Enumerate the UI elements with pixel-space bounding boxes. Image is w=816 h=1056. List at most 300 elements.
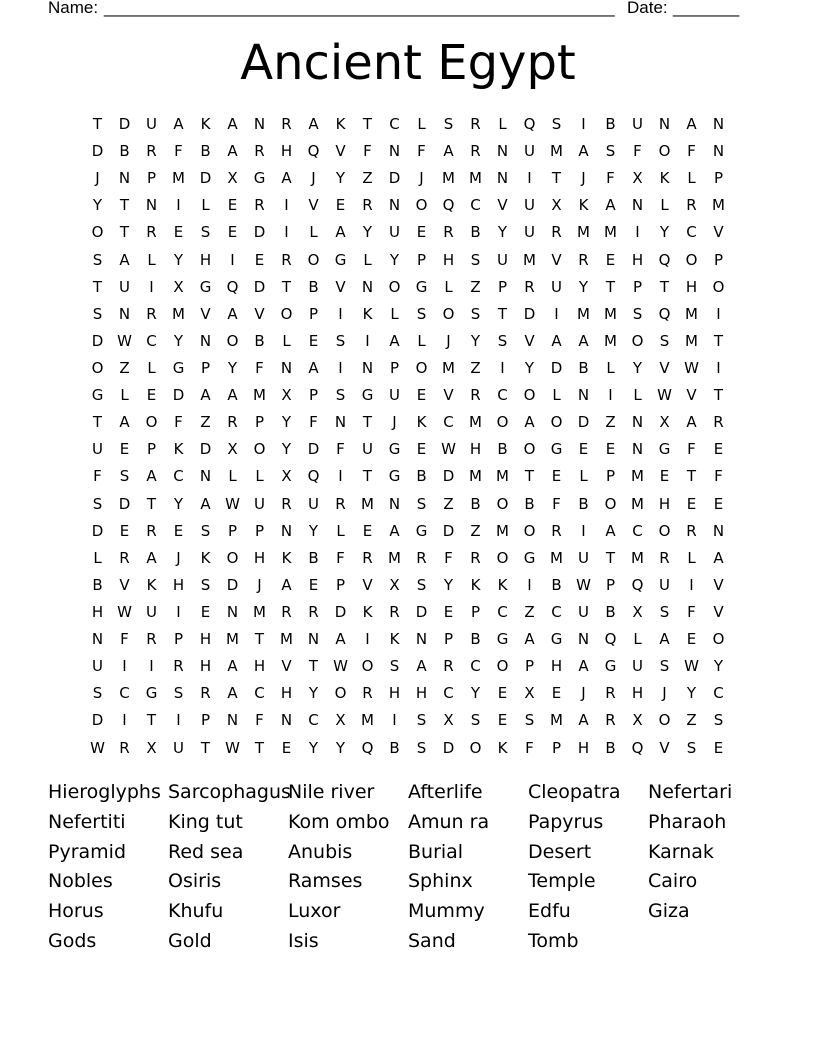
- grid-letter[interactable]: M: [172, 304, 185, 323]
- grid-letter[interactable]: M: [685, 331, 698, 350]
- grid-letter[interactable]: M: [604, 331, 617, 350]
- grid-letter[interactable]: A: [146, 467, 157, 486]
- grid-letter[interactable]: K: [497, 738, 508, 757]
- grid-letter[interactable]: L: [633, 386, 642, 405]
- grid-letter[interactable]: Q: [631, 738, 644, 757]
- grid-letter[interactable]: H: [280, 142, 293, 161]
- grid-letter[interactable]: C: [119, 684, 130, 703]
- grid-letter[interactable]: O: [523, 440, 536, 459]
- grid-letter[interactable]: J: [95, 169, 100, 188]
- grid-letter[interactable]: A: [119, 250, 130, 269]
- grid-letter[interactable]: I: [689, 575, 694, 594]
- grid-letter[interactable]: D: [577, 413, 590, 432]
- grid-letter[interactable]: D: [91, 142, 104, 161]
- grid-letter[interactable]: R: [119, 548, 130, 567]
- grid-letter[interactable]: V: [713, 602, 724, 621]
- grid-letter[interactable]: X: [524, 684, 535, 703]
- grid-letter[interactable]: W: [90, 738, 105, 757]
- grid-letter[interactable]: M: [469, 169, 482, 188]
- grid-letter[interactable]: S: [443, 115, 454, 133]
- grid-letter[interactable]: P: [200, 358, 211, 377]
- grid-letter[interactable]: N: [226, 711, 239, 730]
- grid-letter[interactable]: E: [308, 331, 319, 350]
- grid-letter[interactable]: F: [336, 548, 345, 567]
- grid-letter[interactable]: T: [146, 711, 157, 730]
- grid-letter[interactable]: T: [281, 277, 292, 296]
- grid-letter[interactable]: Z: [605, 413, 616, 432]
- grid-letter[interactable]: V: [335, 142, 346, 161]
- grid-letter[interactable]: S: [335, 386, 346, 405]
- grid-letter[interactable]: P: [605, 467, 616, 486]
- grid-letter[interactable]: N: [280, 521, 293, 540]
- grid-letter[interactable]: S: [173, 684, 184, 703]
- grid-letter[interactable]: W: [684, 657, 699, 676]
- grid-letter[interactable]: Q: [523, 115, 536, 133]
- grid-letter[interactable]: Q: [361, 738, 374, 757]
- grid-letter[interactable]: Y: [173, 250, 184, 269]
- grid-letter[interactable]: L: [93, 548, 102, 567]
- grid-letter[interactable]: I: [176, 196, 181, 215]
- grid-letter[interactable]: O: [91, 358, 104, 377]
- grid-letter[interactable]: I: [149, 657, 154, 676]
- grid-letter[interactable]: N: [307, 630, 320, 649]
- grid-letter[interactable]: V: [281, 657, 292, 676]
- grid-letter[interactable]: S: [632, 304, 643, 323]
- grid-letter[interactable]: E: [416, 386, 427, 405]
- grid-letter[interactable]: E: [146, 386, 157, 405]
- grid-letter[interactable]: C: [497, 386, 508, 405]
- grid-letter[interactable]: Y: [281, 440, 292, 459]
- grid-letter[interactable]: O: [469, 738, 482, 757]
- grid-letter[interactable]: E: [686, 630, 697, 649]
- grid-letter[interactable]: F: [444, 548, 453, 567]
- grid-letter[interactable]: V: [497, 196, 508, 215]
- grid-letter[interactable]: C: [470, 196, 481, 215]
- grid-letter[interactable]: A: [227, 386, 238, 405]
- grid-letter[interactable]: L: [201, 196, 210, 215]
- grid-letter[interactable]: M: [172, 169, 185, 188]
- grid-letter[interactable]: B: [308, 277, 319, 296]
- grid-letter[interactable]: M: [361, 711, 374, 730]
- grid-letter[interactable]: V: [551, 250, 562, 269]
- grid-letter[interactable]: A: [146, 548, 157, 567]
- grid-letter[interactable]: E: [335, 196, 346, 215]
- grid-letter[interactable]: X: [632, 711, 643, 730]
- grid-letter[interactable]: A: [173, 115, 184, 133]
- grid-letter[interactable]: B: [308, 548, 319, 567]
- grid-letter[interactable]: B: [578, 494, 589, 513]
- grid-letter[interactable]: I: [527, 575, 532, 594]
- grid-letter[interactable]: S: [92, 684, 103, 703]
- grid-letter[interactable]: S: [659, 602, 670, 621]
- grid-letter[interactable]: T: [92, 115, 103, 133]
- grid-letter[interactable]: A: [119, 413, 130, 432]
- grid-letter[interactable]: P: [551, 738, 562, 757]
- grid-letter[interactable]: E: [227, 196, 238, 215]
- grid-letter[interactable]: D: [118, 115, 131, 133]
- grid-letter[interactable]: A: [416, 657, 427, 676]
- date-blank-line[interactable]: _______: [673, 0, 740, 17]
- grid-letter[interactable]: H: [91, 602, 104, 621]
- grid-letter[interactable]: W: [225, 738, 240, 757]
- grid-letter[interactable]: U: [632, 657, 643, 676]
- grid-letter[interactable]: A: [686, 413, 697, 432]
- grid-letter[interactable]: U: [632, 115, 643, 133]
- grid-letter[interactable]: R: [254, 142, 265, 161]
- grid-letter[interactable]: H: [199, 657, 212, 676]
- grid-letter[interactable]: Z: [686, 711, 697, 730]
- grid-letter[interactable]: Y: [308, 684, 319, 703]
- grid-letter[interactable]: O: [334, 684, 347, 703]
- grid-letter[interactable]: B: [578, 358, 589, 377]
- grid-letter[interactable]: K: [200, 548, 211, 567]
- grid-letter[interactable]: F: [363, 142, 372, 161]
- grid-letter[interactable]: W: [684, 358, 699, 377]
- grid-letter[interactable]: R: [524, 277, 535, 296]
- grid-letter[interactable]: T: [119, 196, 130, 215]
- grid-letter[interactable]: R: [470, 386, 481, 405]
- grid-letter[interactable]: R: [362, 548, 373, 567]
- grid-letter[interactable]: R: [335, 494, 346, 513]
- grid-letter[interactable]: O: [604, 494, 617, 513]
- grid-letter[interactable]: H: [199, 250, 212, 269]
- grid-letter[interactable]: R: [470, 115, 481, 133]
- grid-letter[interactable]: E: [173, 223, 184, 242]
- grid-letter[interactable]: F: [174, 142, 183, 161]
- grid-letter[interactable]: R: [416, 548, 427, 567]
- grid-letter[interactable]: O: [496, 657, 509, 676]
- grid-letter[interactable]: V: [200, 304, 211, 323]
- grid-letter[interactable]: O: [361, 657, 374, 676]
- grid-letter[interactable]: D: [199, 169, 212, 188]
- grid-letter[interactable]: B: [470, 494, 481, 513]
- grid-letter[interactable]: G: [415, 277, 428, 296]
- grid-letter[interactable]: T: [362, 467, 373, 486]
- grid-letter[interactable]: N: [631, 196, 644, 215]
- grid-letter[interactable]: F: [525, 738, 534, 757]
- grid-letter[interactable]: O: [91, 223, 104, 242]
- grid-letter[interactable]: K: [281, 548, 292, 567]
- grid-letter[interactable]: P: [335, 575, 346, 594]
- grid-letter[interactable]: W: [225, 494, 240, 513]
- grid-letter[interactable]: G: [658, 440, 671, 459]
- grid-letter[interactable]: T: [119, 223, 130, 242]
- grid-letter[interactable]: I: [365, 630, 370, 649]
- grid-letter[interactable]: D: [334, 602, 347, 621]
- grid-letter[interactable]: C: [497, 602, 508, 621]
- grid-letter[interactable]: P: [200, 711, 211, 730]
- grid-letter[interactable]: N: [361, 277, 374, 296]
- grid-letter[interactable]: V: [659, 738, 670, 757]
- grid-letter[interactable]: E: [713, 440, 724, 459]
- grid-letter[interactable]: Q: [226, 277, 239, 296]
- grid-letter[interactable]: V: [119, 575, 130, 594]
- grid-letter[interactable]: H: [631, 250, 644, 269]
- grid-letter[interactable]: L: [687, 548, 696, 567]
- grid-letter[interactable]: U: [308, 494, 319, 513]
- grid-letter[interactable]: C: [389, 115, 400, 133]
- grid-letter[interactable]: Y: [92, 196, 103, 215]
- grid-letter[interactable]: P: [227, 521, 238, 540]
- grid-letter[interactable]: P: [146, 440, 157, 459]
- grid-letter[interactable]: U: [389, 223, 400, 242]
- grid-letter[interactable]: H: [253, 657, 266, 676]
- grid-letter[interactable]: D: [91, 331, 104, 350]
- grid-letter[interactable]: U: [578, 548, 589, 567]
- grid-letter[interactable]: N: [388, 196, 401, 215]
- grid-letter[interactable]: N: [361, 358, 374, 377]
- grid-letter[interactable]: A: [227, 142, 238, 161]
- grid-letter[interactable]: S: [659, 657, 670, 676]
- grid-letter[interactable]: P: [254, 521, 265, 540]
- grid-letter[interactable]: E: [362, 521, 373, 540]
- grid-letter[interactable]: W: [576, 575, 591, 594]
- grid-letter[interactable]: E: [578, 440, 589, 459]
- grid-letter[interactable]: A: [524, 630, 535, 649]
- grid-letter[interactable]: R: [659, 548, 670, 567]
- grid-letter[interactable]: T: [605, 548, 616, 567]
- grid-letter[interactable]: A: [578, 142, 589, 161]
- grid-letter[interactable]: M: [226, 630, 239, 649]
- grid-letter[interactable]: N: [577, 386, 590, 405]
- grid-letter[interactable]: D: [253, 223, 266, 242]
- grid-letter[interactable]: V: [443, 386, 454, 405]
- grid-letter[interactable]: E: [605, 440, 616, 459]
- grid-letter[interactable]: A: [389, 521, 400, 540]
- grid-letter[interactable]: F: [687, 602, 696, 621]
- grid-letter[interactable]: A: [227, 304, 238, 323]
- grid-letter[interactable]: C: [308, 711, 319, 730]
- grid-letter[interactable]: D: [442, 467, 455, 486]
- grid-letter[interactable]: T: [92, 277, 103, 296]
- grid-letter[interactable]: F: [606, 169, 615, 188]
- grid-letter[interactable]: M: [685, 304, 698, 323]
- grid-letter[interactable]: S: [497, 331, 508, 350]
- grid-letter[interactable]: J: [419, 169, 424, 188]
- grid-letter[interactable]: G: [496, 630, 509, 649]
- grid-letter[interactable]: P: [254, 413, 265, 432]
- grid-letter[interactable]: P: [146, 169, 157, 188]
- grid-letter[interactable]: R: [308, 602, 319, 621]
- grid-letter[interactable]: B: [605, 115, 616, 133]
- grid-letter[interactable]: L: [444, 277, 453, 296]
- grid-letter[interactable]: C: [686, 223, 697, 242]
- grid-letter[interactable]: O: [658, 142, 671, 161]
- grid-letter[interactable]: L: [687, 169, 696, 188]
- grid-letter[interactable]: T: [362, 413, 373, 432]
- grid-letter[interactable]: F: [309, 413, 318, 432]
- grid-letter[interactable]: T: [713, 386, 724, 405]
- grid-letter[interactable]: P: [524, 657, 535, 676]
- grid-letter[interactable]: O: [496, 413, 509, 432]
- grid-letter[interactable]: B: [551, 575, 562, 594]
- grid-letter[interactable]: B: [119, 142, 130, 161]
- grid-letter[interactable]: E: [497, 711, 508, 730]
- grid-letter[interactable]: M: [631, 548, 644, 567]
- grid-letter[interactable]: U: [146, 602, 157, 621]
- grid-letter[interactable]: A: [713, 548, 724, 567]
- grid-letter[interactable]: C: [146, 331, 157, 350]
- grid-letter[interactable]: I: [284, 196, 289, 215]
- grid-letter[interactable]: E: [119, 440, 130, 459]
- grid-letter[interactable]: A: [524, 413, 535, 432]
- grid-letter[interactable]: M: [604, 223, 617, 242]
- grid-letter[interactable]: J: [446, 331, 451, 350]
- grid-letter[interactable]: R: [578, 250, 589, 269]
- grid-letter[interactable]: R: [443, 223, 454, 242]
- grid-letter[interactable]: T: [497, 304, 508, 323]
- grid-letter[interactable]: Z: [470, 277, 481, 296]
- grid-letter[interactable]: B: [416, 467, 427, 486]
- grid-letter[interactable]: I: [716, 358, 721, 377]
- grid-letter[interactable]: M: [280, 630, 293, 649]
- grid-letter[interactable]: C: [173, 467, 184, 486]
- grid-letter[interactable]: S: [416, 304, 427, 323]
- grid-letter[interactable]: Y: [659, 223, 670, 242]
- grid-letter[interactable]: X: [281, 467, 292, 486]
- grid-letter[interactable]: O: [523, 521, 536, 540]
- grid-letter[interactable]: R: [605, 711, 616, 730]
- grid-letter[interactable]: C: [713, 684, 724, 703]
- grid-letter[interactable]: K: [416, 413, 427, 432]
- grid-letter[interactable]: K: [362, 304, 373, 323]
- grid-letter[interactable]: G: [550, 440, 563, 459]
- grid-letter[interactable]: I: [176, 711, 181, 730]
- grid-letter[interactable]: R: [227, 413, 238, 432]
- grid-letter[interactable]: N: [91, 630, 104, 649]
- grid-letter[interactable]: L: [417, 331, 426, 350]
- grid-letter[interactable]: Z: [362, 169, 373, 188]
- grid-letter[interactable]: Y: [227, 358, 238, 377]
- grid-letter[interactable]: V: [659, 358, 670, 377]
- grid-letter[interactable]: L: [390, 304, 399, 323]
- grid-letter[interactable]: N: [334, 413, 347, 432]
- grid-letter[interactable]: X: [146, 738, 157, 757]
- grid-letter[interactable]: B: [389, 738, 400, 757]
- grid-letter[interactable]: P: [416, 250, 427, 269]
- grid-letter[interactable]: F: [633, 142, 642, 161]
- grid-letter[interactable]: I: [122, 657, 127, 676]
- grid-letter[interactable]: E: [173, 521, 184, 540]
- grid-letter[interactable]: T: [605, 277, 616, 296]
- grid-letter[interactable]: I: [554, 304, 559, 323]
- grid-letter[interactable]: M: [631, 494, 644, 513]
- grid-letter[interactable]: M: [577, 304, 590, 323]
- grid-letter[interactable]: V: [254, 304, 265, 323]
- grid-letter[interactable]: T: [146, 494, 157, 513]
- grid-letter[interactable]: O: [388, 277, 401, 296]
- grid-letter[interactable]: R: [686, 521, 697, 540]
- grid-letter[interactable]: M: [550, 711, 563, 730]
- grid-letter[interactable]: C: [551, 602, 562, 621]
- grid-letter[interactable]: Y: [470, 684, 481, 703]
- grid-letter[interactable]: K: [389, 630, 400, 649]
- grid-letter[interactable]: U: [92, 657, 103, 676]
- grid-letter[interactable]: B: [200, 142, 211, 161]
- grid-letter[interactable]: S: [416, 494, 427, 513]
- grid-letter[interactable]: N: [712, 142, 725, 161]
- grid-letter[interactable]: Z: [470, 358, 481, 377]
- grid-letter[interactable]: K: [362, 602, 373, 621]
- grid-letter[interactable]: O: [145, 413, 158, 432]
- grid-letter[interactable]: R: [362, 684, 373, 703]
- grid-letter[interactable]: G: [361, 386, 374, 405]
- grid-letter[interactable]: A: [551, 331, 562, 350]
- grid-letter[interactable]: N: [712, 115, 725, 133]
- grid-letter[interactable]: Y: [335, 169, 346, 188]
- grid-letter[interactable]: R: [470, 548, 481, 567]
- grid-letter[interactable]: O: [658, 521, 671, 540]
- grid-letter[interactable]: B: [524, 494, 535, 513]
- grid-letter[interactable]: P: [443, 630, 454, 649]
- grid-letter[interactable]: H: [469, 440, 482, 459]
- grid-letter[interactable]: R: [281, 115, 292, 133]
- grid-letter[interactable]: D: [550, 358, 563, 377]
- grid-letter[interactable]: H: [172, 575, 185, 594]
- grid-letter[interactable]: O: [712, 277, 725, 296]
- grid-letter[interactable]: J: [311, 169, 316, 188]
- grid-letter[interactable]: X: [551, 196, 562, 215]
- grid-letter[interactable]: I: [176, 602, 181, 621]
- grid-letter[interactable]: Y: [497, 223, 508, 242]
- grid-letter[interactable]: B: [605, 602, 616, 621]
- grid-letter[interactable]: N: [388, 142, 401, 161]
- grid-letter[interactable]: E: [416, 440, 427, 459]
- grid-letter[interactable]: H: [685, 277, 698, 296]
- grid-letter[interactable]: U: [578, 602, 589, 621]
- grid-letter[interactable]: Q: [658, 304, 671, 323]
- grid-letter[interactable]: Q: [307, 467, 320, 486]
- grid-letter[interactable]: P: [605, 575, 616, 594]
- grid-letter[interactable]: B: [470, 223, 481, 242]
- grid-letter[interactable]: E: [686, 494, 697, 513]
- grid-letter[interactable]: Y: [578, 277, 589, 296]
- grid-letter[interactable]: E: [713, 494, 724, 513]
- grid-letter[interactable]: N: [496, 169, 509, 188]
- grid-letter[interactable]: D: [442, 738, 455, 757]
- grid-letter[interactable]: J: [662, 684, 667, 703]
- grid-letter[interactable]: I: [716, 304, 721, 323]
- grid-letter[interactable]: D: [523, 304, 536, 323]
- grid-letter[interactable]: W: [117, 602, 132, 621]
- grid-letter[interactable]: A: [659, 630, 670, 649]
- grid-letter[interactable]: Y: [335, 738, 346, 757]
- grid-letter[interactable]: G: [523, 548, 536, 567]
- grid-letter[interactable]: B: [470, 630, 481, 649]
- grid-letter[interactable]: E: [713, 738, 724, 757]
- grid-letter[interactable]: N: [280, 358, 293, 377]
- grid-letter[interactable]: S: [416, 711, 427, 730]
- grid-letter[interactable]: C: [443, 684, 454, 703]
- grid-letter[interactable]: T: [308, 657, 319, 676]
- grid-letter[interactable]: A: [605, 521, 616, 540]
- grid-letter[interactable]: O: [658, 711, 671, 730]
- grid-letter[interactable]: O: [415, 196, 428, 215]
- grid-letter[interactable]: U: [389, 386, 400, 405]
- grid-letter[interactable]: X: [335, 711, 346, 730]
- grid-letter[interactable]: G: [199, 277, 212, 296]
- grid-letter[interactable]: D: [118, 494, 131, 513]
- grid-letter[interactable]: S: [524, 711, 535, 730]
- grid-letter[interactable]: P: [632, 277, 643, 296]
- grid-letter[interactable]: R: [470, 142, 481, 161]
- grid-letter[interactable]: R: [200, 684, 211, 703]
- grid-letter[interactable]: D: [415, 602, 428, 621]
- grid-letter[interactable]: I: [635, 223, 640, 242]
- grid-letter[interactable]: H: [550, 657, 563, 676]
- grid-letter[interactable]: W: [333, 657, 348, 676]
- grid-letter[interactable]: L: [633, 630, 642, 649]
